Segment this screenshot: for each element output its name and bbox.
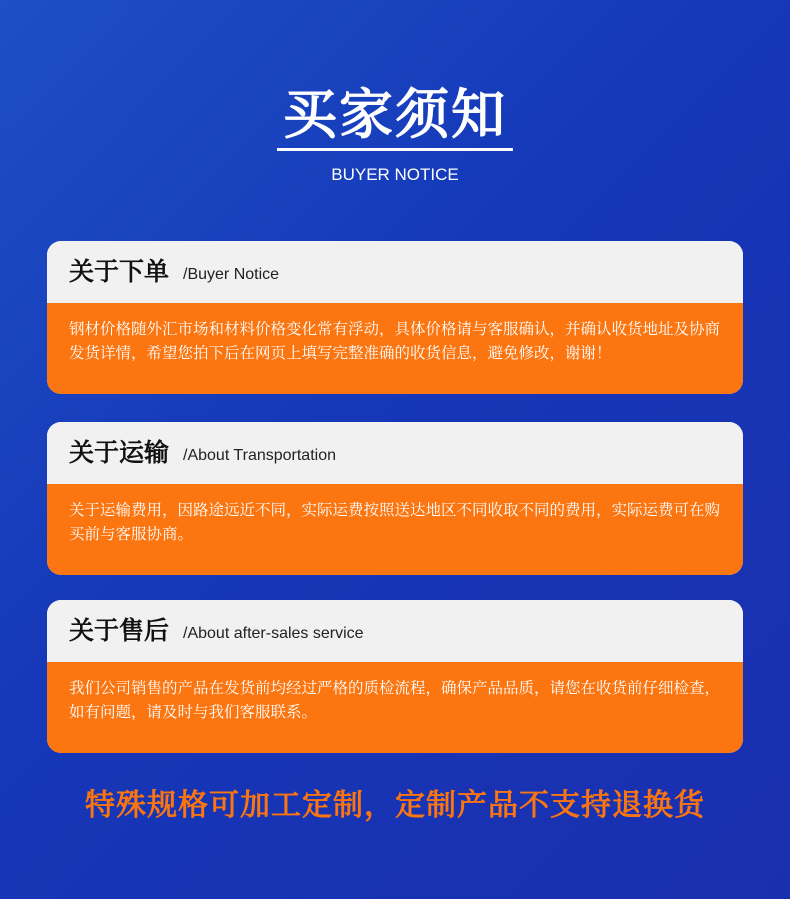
- page-subtitle: BUYER NOTICE: [331, 165, 459, 184]
- card-body: 我们公司销售的产品在发货前均经过严格的质检流程，确保产品品质，请您在收货前仔细检查，如有问题，请及时与我们客服联系。: [47, 662, 743, 753]
- card-subtitle-en: /About Transportation: [183, 446, 336, 464]
- notice-card-transport: [47, 422, 743, 575]
- notice-card-after-sales: [47, 600, 743, 753]
- card-subtitle-en: /About after-sales service: [183, 624, 364, 642]
- customization-note: 特殊规格可加工定制，定制产品不支持退换货: [85, 788, 705, 823]
- notice-card-order: [47, 241, 743, 394]
- card-title: 关于售后: [69, 616, 170, 645]
- card-body: 钢材价格随外汇市场和材料价格变化常有浮动，具体价格请与客服确认，并确认收货地址及协商发货详情，希望您拍下后在网页上填写完整准确的收货信息，避免修改，谢谢！: [47, 303, 743, 394]
- card-subtitle-en: /Buyer Notice: [183, 265, 280, 283]
- card-title: 关于运输: [69, 438, 170, 467]
- card-header: [47, 422, 743, 484]
- card-header: [47, 600, 743, 662]
- card-title: 关于下单: [69, 257, 170, 286]
- page-title: 买家须知: [283, 83, 507, 146]
- title-underline: [277, 148, 513, 151]
- card-body: 关于运输费用，因路途远近不同，实际运费按照送达地区不同收取不同的费用，实际运费可在购买前与客服协商。: [47, 484, 743, 575]
- card-header: [47, 241, 743, 303]
